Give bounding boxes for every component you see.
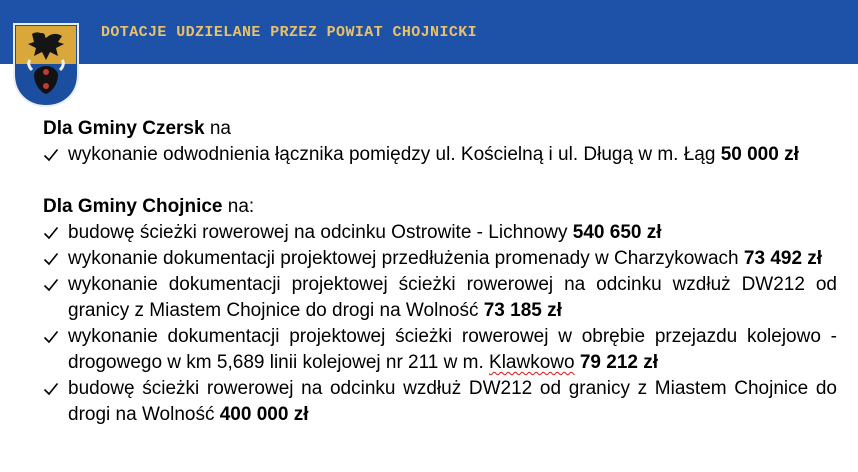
checkmark-icon (43, 376, 63, 396)
subsidies-list (43, 116, 837, 428)
list-item: wykonanie dokumentacji projektowej ścieżki rowerowej w obrębie przejazdu kolejowo - drogowego w km 5,689 linii kolejowej nr 211 w m. Klawkowo 79 212 zł (43, 324, 837, 376)
list-item: wykonanie dokumentacji projektowej ścieżki rowerowej na odcinku wzdłuż DW212 od granicy z Miastem Chojnice do drogi na Wolność 73 185 zł (43, 272, 837, 324)
section-heading-chojnice: Dla Gminy Chojnice na: (43, 196, 255, 217)
checkmark-icon (43, 324, 63, 344)
spellcheck-flagged-word: Klawkowo (489, 352, 575, 373)
list-czersk (43, 142, 837, 168)
coat-of-arms-icon (12, 22, 80, 108)
list-chojnice (43, 220, 837, 428)
checkmark-icon (43, 272, 63, 292)
checkmark-icon (43, 246, 63, 266)
list-item: wykonanie dokumentacji projektowej przedłużenia promenady w Charzykowach 73 492 zł (43, 246, 837, 272)
list-item: wykonanie odwodnienia łącznika pomiędzy ul. Kościelną i ul. Długą w m. Łąg 50 000 zł (43, 142, 837, 168)
list-item: budowę ścieżki rowerowej na odcinku wzdłuż DW212 od granicy z Miastem Chojnice do drogi na Wolność 400 000 zł (43, 376, 837, 428)
section-heading-czersk: Dla Gminy Czersk na (43, 118, 231, 139)
list-item: budowę ścieżki rowerowej na odcinku Ostrowite - Lichnowy 540 650 zł (43, 220, 837, 246)
checkmark-icon (43, 142, 63, 162)
page-title: DOTACJE UDZIELANE PRZEZ POWIAT CHOJNICKI (101, 24, 478, 41)
checkmark-icon (43, 220, 63, 240)
